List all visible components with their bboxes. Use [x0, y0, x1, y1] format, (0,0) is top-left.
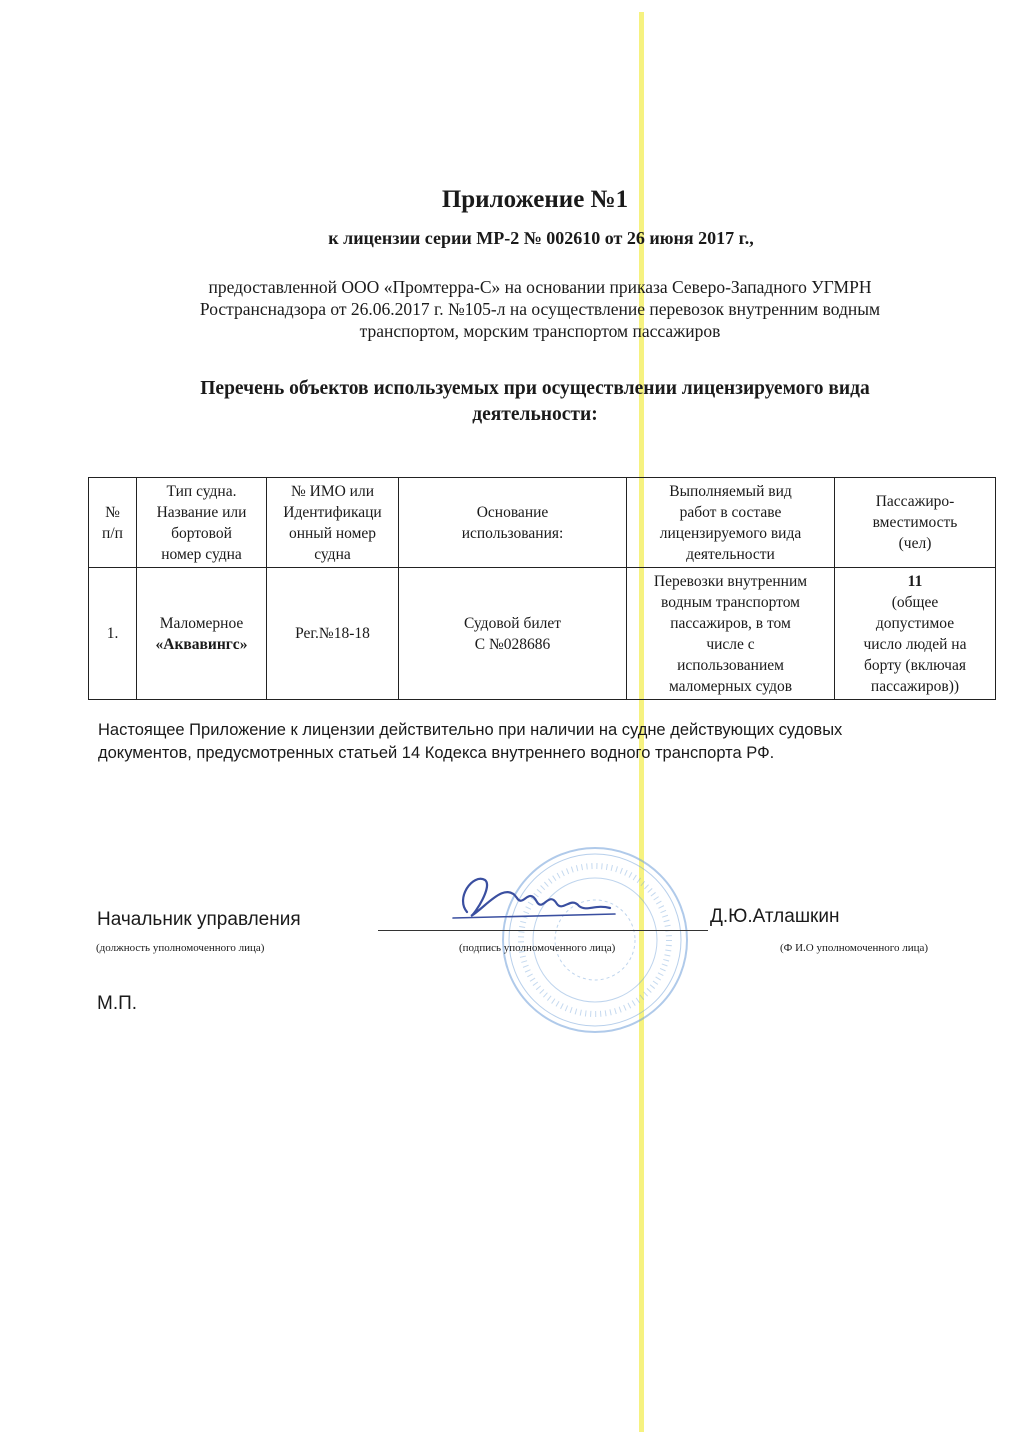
issued-line: транспортом, морским транспортом пассажиров: [359, 321, 721, 341]
caption-name: (Ф И.О уполномоченного лица): [780, 942, 929, 954]
caption-position: (должность уполномоченного лица): [96, 942, 265, 954]
cell-basis: Судовой билет С №028686: [399, 568, 627, 700]
cell-number: 1.: [89, 568, 137, 700]
header-basis: Основание использования:: [399, 478, 627, 568]
document-title: Приложение №1: [441, 186, 629, 213]
handwritten-signature: [445, 868, 625, 928]
cell-works: Перевозки внутренним водным транспортом пассажиров, в том числе с использованием маломерных судов: [627, 568, 835, 700]
license-reference: к лицензии серии МР-2 № 002610 от 26 июня 2017 г.,: [328, 228, 754, 248]
header-works: Выполняемый вид работ в составе лицензируемого вида деятельности: [627, 478, 835, 568]
header-capacity: Пассажиро- вместимость (чел): [835, 478, 996, 568]
objects-table: [88, 477, 996, 700]
issued-line: Ространснадзора от 26.06.2017 г. №105-л на осуществление перевозок внутренним водным: [199, 299, 881, 319]
header-imo: № ИМО или Идентификаци онный номер судна: [267, 478, 399, 568]
validity-note: [98, 719, 978, 765]
issued-line: предоставленной ООО «Промтерра-С» на основании приказа Северо-Западного УГМРН: [208, 277, 872, 297]
heading-line: Перечень объектов используемых при осуществлении лицензируемого вида: [200, 378, 870, 399]
table-row: [89, 568, 996, 700]
signer-name: Д.Ю.Атлашкин: [710, 906, 840, 927]
header-number: № п/п: [89, 478, 137, 568]
heading-line: деятельности:: [472, 404, 598, 425]
signature-line: [378, 930, 708, 931]
cell-capacity: 11 (общее допустимое число людей на борту (включая пассажиров)): [835, 568, 996, 700]
list-heading: [95, 376, 975, 428]
note-line: документов, предусмотренных статьей 14 Кодекса внутреннего водного транспорта РФ.: [98, 744, 775, 762]
table-header-row: [89, 478, 996, 568]
cell-vessel: Маломерное «Аквавингс»: [137, 568, 267, 700]
caption-signature: (подпись уполномоченного лица): [459, 942, 616, 954]
cell-registration: Рег.№18-18: [267, 568, 399, 700]
signer-position: Начальник управления: [97, 909, 301, 930]
header-vessel-type: Тип судна. Название или бортовой номер судна: [137, 478, 267, 568]
seal-place: М.П.: [97, 993, 138, 1014]
issued-statement: [100, 276, 980, 342]
note-line: Настоящее Приложение к лицензии действительно при наличии на судне действующих судовых: [98, 721, 843, 739]
